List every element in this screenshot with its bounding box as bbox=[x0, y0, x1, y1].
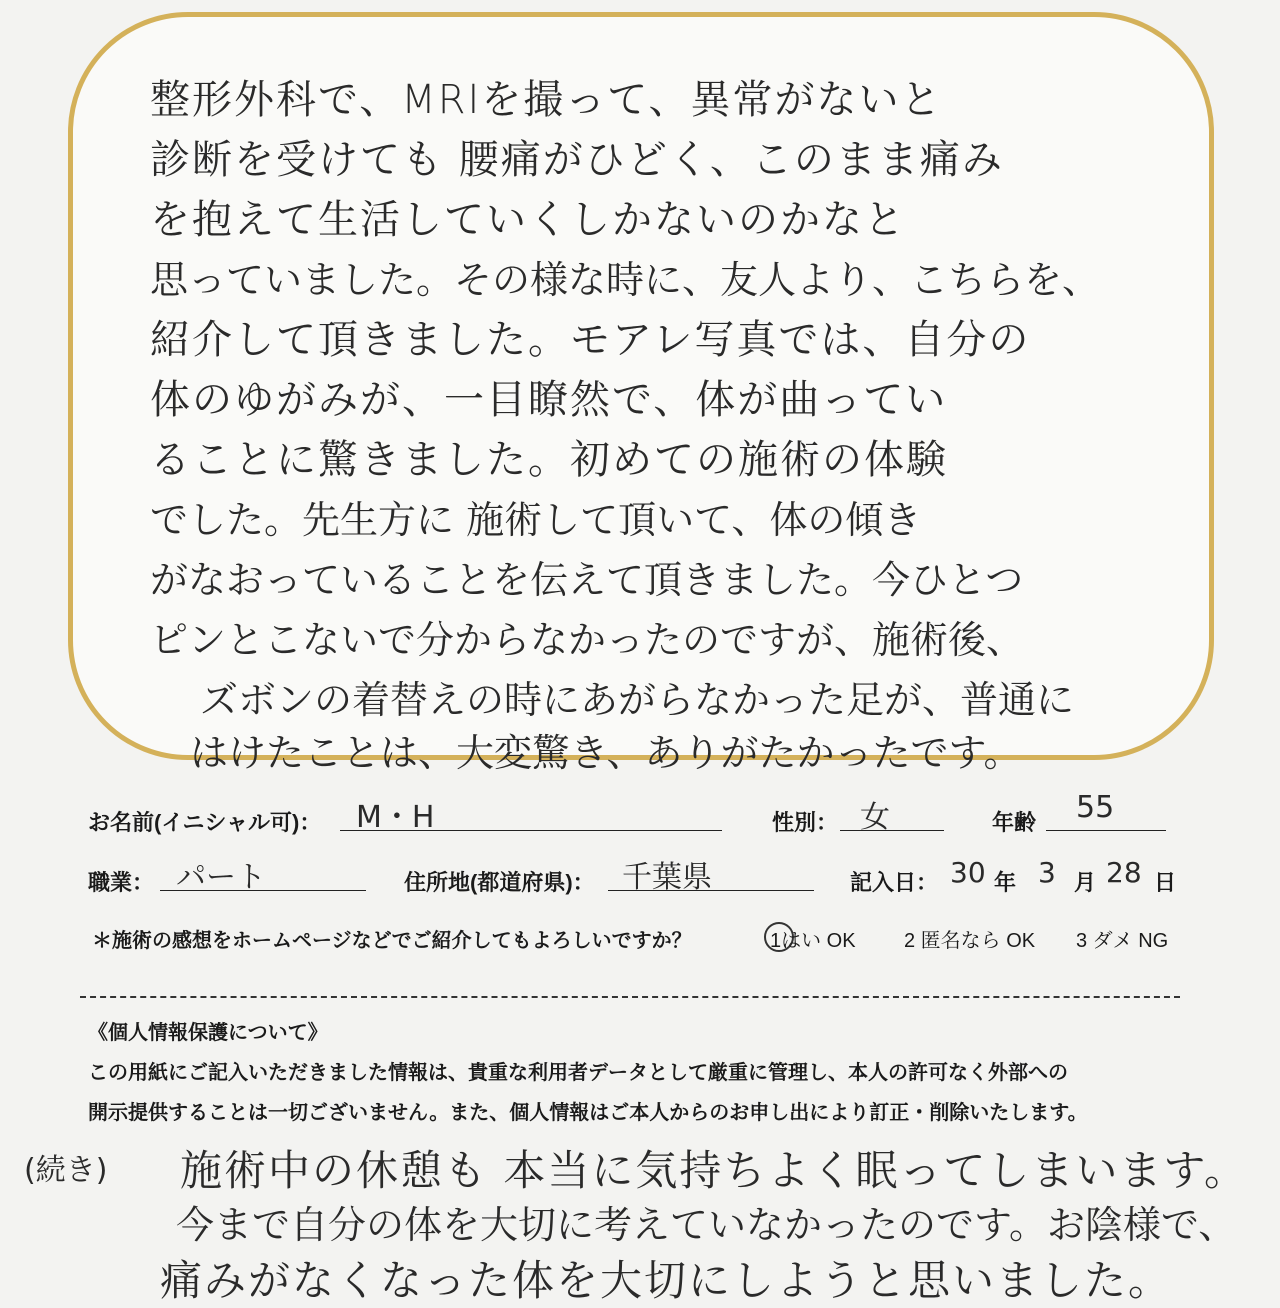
age-value: 55 bbox=[1076, 790, 1115, 825]
address-label: 住所地(都道府県)： bbox=[404, 870, 595, 895]
comment-line: ることに驚きました。初めての施術の体験 bbox=[150, 437, 948, 483]
continuation-line: 痛みがなくなった体を大切にしようと思いました。 bbox=[160, 1256, 1173, 1305]
gender-value: 女 bbox=[860, 800, 890, 835]
comment-line: を抱えて生活していくしかないのかなと bbox=[150, 197, 906, 243]
comment-last-line: はけたことは、大変驚き、ありがたかったです。 bbox=[190, 731, 1022, 775]
date-label: 記入日： bbox=[850, 870, 939, 895]
consent-question: ＊施術の感想をホームページなどでご紹介してもよろしいですか？ bbox=[92, 930, 692, 952]
comment-line: 診断を受けても 腰痛がひどく、このまま痛み bbox=[150, 137, 1004, 183]
consent-option-anonymous[interactable]: 2 匿名なら OK bbox=[904, 930, 1036, 952]
date-month-unit: 月 bbox=[1074, 870, 1097, 895]
name-label: お名前(イニシャル可)： bbox=[88, 810, 322, 835]
date-day: 28 bbox=[1106, 856, 1142, 889]
privacy-title: 《個人情報保護について》 bbox=[88, 1022, 328, 1044]
date-year-unit: 年 bbox=[994, 870, 1017, 895]
gender-field[interactable] bbox=[840, 798, 944, 831]
divider bbox=[80, 996, 1180, 998]
comment-line: ズボンの着替えの時にあがらなかった足が、普通に bbox=[200, 678, 1075, 722]
job-label: 職業： bbox=[88, 870, 155, 895]
date-month: 3 bbox=[1038, 856, 1056, 889]
comment-line: がなおっていることを伝えて頂きました。今ひとつ bbox=[150, 558, 1024, 602]
date-year: 30 bbox=[950, 856, 986, 889]
continuation-line: 施術中の休憩も 本当に気持ちよく眠ってしまいます。 bbox=[180, 1146, 1248, 1195]
handwritten-comment bbox=[150, 70, 1190, 730]
continuation-line: 今まで自分の体を大切に考えていなかったのです。お陰様で、 bbox=[176, 1203, 1237, 1247]
date-day-unit: 日 bbox=[1154, 870, 1177, 895]
comment-line: 紹介して頂きました。モアレ写真では、自分の bbox=[150, 317, 1031, 363]
comment-line: 体のゆがみが、一目瞭然で、体が曲ってい bbox=[150, 377, 948, 423]
comment-line: 思っていました。その様な時に、友人より、こちらを、 bbox=[150, 258, 1101, 302]
job-value: パート bbox=[176, 860, 266, 895]
gender-label: 性別： bbox=[772, 810, 839, 835]
continuation-label: (続き) bbox=[24, 1153, 108, 1188]
comment-line: 整形外科で、MRIを撮って、異常がないと bbox=[150, 77, 943, 123]
name-value: M・H bbox=[356, 800, 435, 835]
privacy-text-line: この用紙にご記入いただきました情報は、貴重な利用者データとして厳重に管理し、本人の許可なく外部への bbox=[88, 1062, 1068, 1084]
consent-option-no[interactable]: 3 ダメ NG bbox=[1076, 930, 1169, 952]
consent-option-yes[interactable]: 1はい OK bbox=[770, 930, 856, 952]
address-value: 千葉県 bbox=[622, 860, 712, 895]
age-label: 年齢 bbox=[992, 810, 1037, 835]
comment-line: ピンとこないで分からなかったのですが、施術後、 bbox=[150, 618, 1025, 662]
privacy-text-line: 開示提供することは一切ございません。また、個人情報はご本人からのお申し出により訂正・削除いたします。 bbox=[88, 1102, 1088, 1124]
comment-line: でした。先生方に 施術して頂いて、体の傾き bbox=[150, 498, 922, 542]
